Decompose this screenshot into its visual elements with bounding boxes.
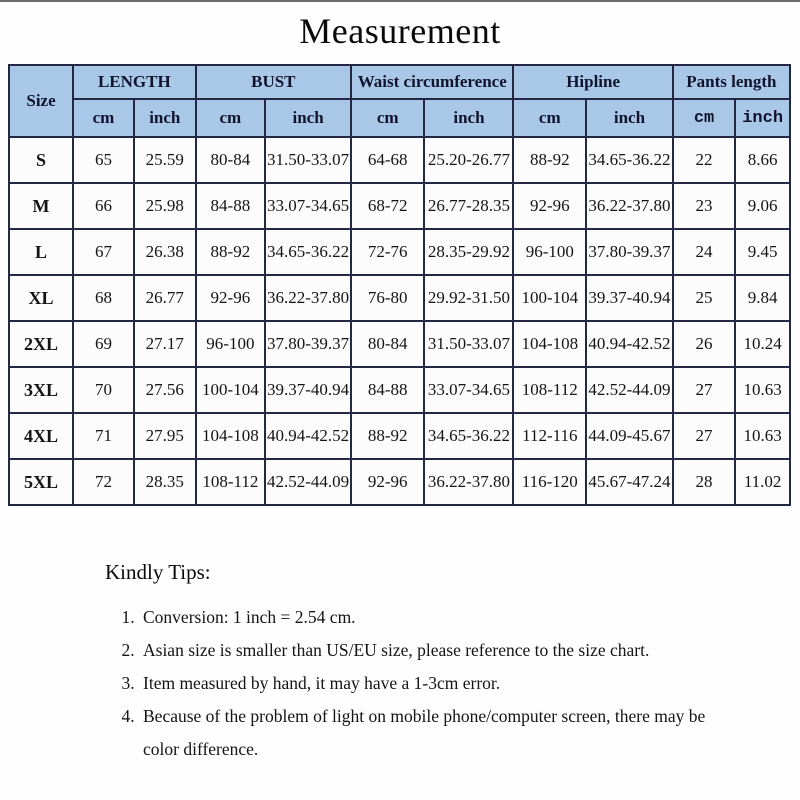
unit-header-bust-cm: cm xyxy=(196,99,266,137)
measurement-cell: 92-96 xyxy=(351,459,424,505)
measurement-cell: 96-100 xyxy=(513,229,586,275)
measurement-cell: 80-84 xyxy=(351,321,424,367)
size-chart-table xyxy=(8,64,791,506)
measurement-cell: 88-92 xyxy=(196,229,266,275)
measurement-cell: 10.63 xyxy=(735,413,790,459)
measurement-cell: 44.09-45.67 xyxy=(586,413,673,459)
unit-header-hipline-inch: inch xyxy=(586,99,673,137)
measurement-cell: 25.20-26.77 xyxy=(424,137,513,183)
unit-header-hipline-cm: cm xyxy=(513,99,586,137)
measurement-cell: 25 xyxy=(673,275,735,321)
measurement-cell: 22 xyxy=(673,137,735,183)
group-header-row xyxy=(9,65,790,99)
measurement-cell: 27 xyxy=(673,413,735,459)
measurement-cell: 64-68 xyxy=(351,137,424,183)
measurement-cell: 96-100 xyxy=(196,321,266,367)
measurement-cell: 92-96 xyxy=(196,275,266,321)
size-cell: M xyxy=(9,183,73,229)
measurement-cell: 11.02 xyxy=(735,459,790,505)
measurement-cell: 27.56 xyxy=(134,367,196,413)
measurement-cell: 45.67-47.24 xyxy=(586,459,673,505)
measurement-cell: 27.17 xyxy=(134,321,196,367)
measurement-cell: 27.95 xyxy=(134,413,196,459)
size-cell: 4XL xyxy=(9,413,73,459)
measurement-cell: 9.45 xyxy=(735,229,790,275)
measurement-cell: 80-84 xyxy=(196,137,266,183)
group-header-pants-length: Pants length xyxy=(673,65,790,99)
measurement-cell: 66 xyxy=(73,183,134,229)
measurement-cell: 100-104 xyxy=(513,275,586,321)
group-header-length: LENGTH xyxy=(73,65,196,99)
table-row xyxy=(9,459,790,505)
measurement-cell: 68 xyxy=(73,275,134,321)
unit-header-waist-cm: cm xyxy=(351,99,424,137)
measurement-cell: 92-96 xyxy=(513,183,586,229)
measurement-cell: 39.37-40.94 xyxy=(265,367,351,413)
unit-header-length-cm: cm xyxy=(73,99,134,137)
kindly-tips-section xyxy=(105,560,745,766)
unit-header-pants-cm: cm xyxy=(673,99,735,137)
unit-header-waist-inch: inch xyxy=(424,99,513,137)
measurement-cell: 31.50-33.07 xyxy=(265,137,351,183)
measurement-cell: 69 xyxy=(73,321,134,367)
measurement-cell: 108-112 xyxy=(196,459,266,505)
table-row xyxy=(9,137,790,183)
table-row xyxy=(9,183,790,229)
size-column-header: Size xyxy=(9,65,73,137)
measurement-cell: 33.07-34.65 xyxy=(265,183,351,229)
measurement-cell: 10.24 xyxy=(735,321,790,367)
measurement-cell: 36.22-37.80 xyxy=(424,459,513,505)
size-cell: S xyxy=(9,137,73,183)
size-cell: 3XL xyxy=(9,367,73,413)
measurement-cell: 33.07-34.65 xyxy=(424,367,513,413)
measurement-cell: 65 xyxy=(73,137,134,183)
group-header-waist: Waist circumference xyxy=(351,65,513,99)
measurement-cell: 34.65-36.22 xyxy=(265,229,351,275)
measurement-cell: 72 xyxy=(73,459,134,505)
measurement-cell: 112-116 xyxy=(513,413,586,459)
measurement-cell: 28.35 xyxy=(134,459,196,505)
measurement-cell: 76-80 xyxy=(351,275,424,321)
table-row xyxy=(9,321,790,367)
table-row xyxy=(9,413,790,459)
measurement-cell: 37.80-39.37 xyxy=(265,321,351,367)
table-row xyxy=(9,275,790,321)
measurement-cell: 100-104 xyxy=(196,367,266,413)
measurement-cell: 36.22-37.80 xyxy=(265,275,351,321)
measurement-cell: 28.35-29.92 xyxy=(424,229,513,275)
measurement-cell: 26 xyxy=(673,321,735,367)
measurement-cell: 29.92-31.50 xyxy=(424,275,513,321)
size-cell: 5XL xyxy=(9,459,73,505)
measurement-cell: 72-76 xyxy=(351,229,424,275)
measurement-cell: 26.77 xyxy=(134,275,196,321)
measurement-cell: 42.52-44.09 xyxy=(265,459,351,505)
measurement-cell: 116-120 xyxy=(513,459,586,505)
measurement-cell: 71 xyxy=(73,413,134,459)
measurement-cell: 27 xyxy=(673,367,735,413)
tip-item: 1. Conversion: 1 inch = 2.54 cm. xyxy=(139,601,739,634)
measurement-cell: 40.94-42.52 xyxy=(265,413,351,459)
unit-header-bust-inch: inch xyxy=(265,99,351,137)
measurement-cell: 70 xyxy=(73,367,134,413)
measurement-cell: 37.80-39.37 xyxy=(586,229,673,275)
measurement-cell: 36.22-37.80 xyxy=(586,183,673,229)
tip-item: 4. Because of the problem of light on mobile phone/computer screen, there may be color difference. xyxy=(139,700,739,766)
table-header xyxy=(9,65,790,137)
measurement-cell: 25.59 xyxy=(134,137,196,183)
measurement-cell: 84-88 xyxy=(196,183,266,229)
table-row xyxy=(9,367,790,413)
measurement-cell: 9.06 xyxy=(735,183,790,229)
group-header-bust: BUST xyxy=(196,65,351,99)
measurement-cell: 104-108 xyxy=(196,413,266,459)
measurement-cell: 8.66 xyxy=(735,137,790,183)
measurement-cell: 34.65-36.22 xyxy=(586,137,673,183)
measurement-cell: 104-108 xyxy=(513,321,586,367)
measurement-cell: 88-92 xyxy=(351,413,424,459)
measurement-cell: 40.94-42.52 xyxy=(586,321,673,367)
measurement-cell: 25.98 xyxy=(134,183,196,229)
measurement-cell: 9.84 xyxy=(735,275,790,321)
measurement-cell: 42.52-44.09 xyxy=(586,367,673,413)
unit-header-pants-inch: inch xyxy=(735,99,790,137)
measurement-cell: 84-88 xyxy=(351,367,424,413)
size-cell: L xyxy=(9,229,73,275)
tip-item: 3. Item measured by hand, it may have a 1-3cm error. xyxy=(139,667,739,700)
measurement-cell: 31.50-33.07 xyxy=(424,321,513,367)
page-title: Measurement xyxy=(299,11,501,51)
measurement-cell: 26.38 xyxy=(134,229,196,275)
measurement-cell: 68-72 xyxy=(351,183,424,229)
table-body xyxy=(9,137,790,505)
measurement-cell: 23 xyxy=(673,183,735,229)
size-cell: XL xyxy=(9,275,73,321)
measurement-cell: 28 xyxy=(673,459,735,505)
measurement-cell: 24 xyxy=(673,229,735,275)
measurement-cell: 39.37-40.94 xyxy=(586,275,673,321)
unit-header-length-inch: inch xyxy=(134,99,196,137)
unit-header-row xyxy=(9,99,790,137)
tips-heading: Kindly Tips: xyxy=(105,560,211,584)
size-cell: 2XL xyxy=(9,321,73,367)
measurement-cell: 10.63 xyxy=(735,367,790,413)
measurement-cell: 108-112 xyxy=(513,367,586,413)
measurement-cell: 88-92 xyxy=(513,137,586,183)
measurement-cell: 34.65-36.22 xyxy=(424,413,513,459)
tip-item: 2. Asian size is smaller than US/EU size, please reference to the size chart. xyxy=(139,634,739,667)
measurement-cell: 26.77-28.35 xyxy=(424,183,513,229)
tips-list xyxy=(105,601,739,766)
table-row xyxy=(9,229,790,275)
group-header-hipline: Hipline xyxy=(513,65,672,99)
measurement-cell: 67 xyxy=(73,229,134,275)
